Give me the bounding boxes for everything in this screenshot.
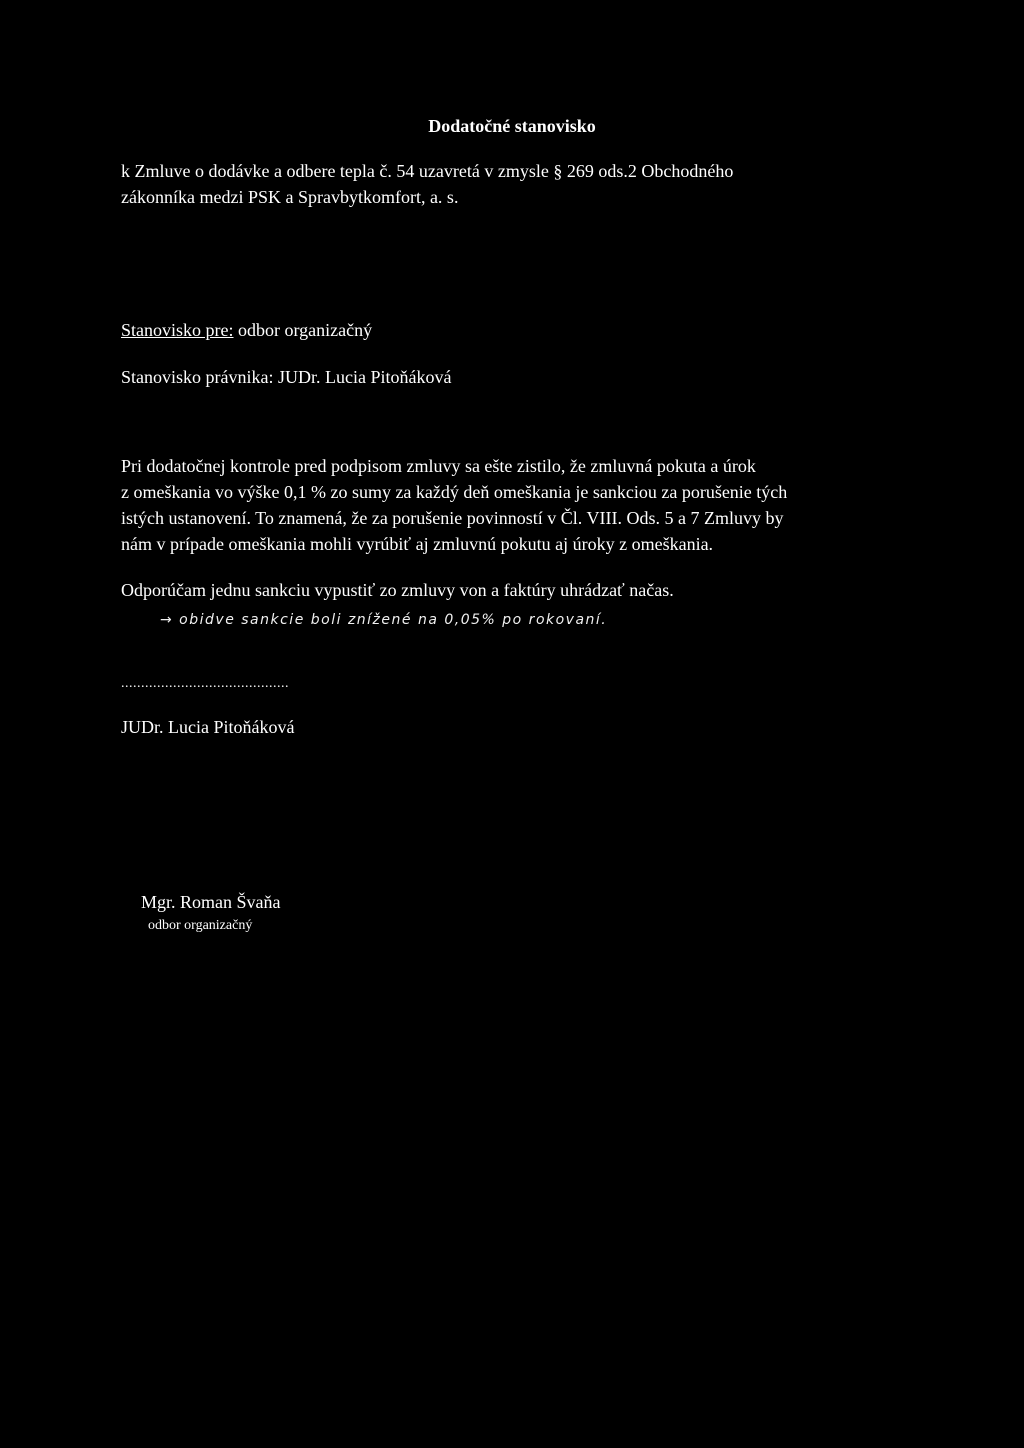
paragraph-line: Pri dodatočnej kontrole pred podpisom zmluvy sa ešte zistilo, že zmluvná pokuta a úrok (121, 456, 756, 476)
lawyer-label: Stanovisko právnika: (121, 367, 274, 387)
paragraph-line: istých ustanovení. To znamená, že za porušenie povinností v Čl. VIII. Ods. 5 a 7 Zmluvy by (121, 508, 784, 528)
opinion-for-field (121, 320, 372, 341)
signature-line: .......................................... (121, 676, 289, 691)
second-signer-department: odbor organizačný (148, 918, 253, 933)
opinion-for-label: Stanovisko pre: (121, 320, 234, 340)
paragraph-line: z omeškania vo výške 0,1 % zo sumy za každý deň omeškania je sankciou za porušenie tých (121, 482, 788, 502)
main-paragraph (121, 453, 787, 557)
lawyer-value: JUDr. Lucia Pitoňáková (273, 367, 452, 387)
second-signer-name: Mgr. Roman Švaňa (141, 892, 281, 912)
document-title: Dodatočné stanovisko (428, 116, 596, 136)
intro-text (121, 158, 733, 210)
lawyer-field (121, 367, 451, 388)
opinion-for-value: odbor organizačný (233, 320, 373, 340)
recommendation-text: Odporúčam jednu sankciu vypustiť zo zmluvy von a faktúry uhrádzať načas. (121, 580, 674, 600)
signature-name: JUDr. Lucia Pitoňáková (121, 717, 295, 737)
paragraph-line: nám v prípade omeškania mohli vyrúbiť aj zmluvnú pokutu aj úroky z omeškania. (121, 534, 714, 554)
intro-line: k Zmluve o dodávke a odbere tepla č. 54 uzavretá v zmysle § 269 ods.2 Obchodného (121, 161, 734, 181)
intro-line: zákonníka medzi PSK a Spravbytkomfort, a. s. (121, 187, 459, 207)
handwritten-note: → obidve sankcie boli znížené na 0,05% po rokovaní. (160, 612, 608, 628)
